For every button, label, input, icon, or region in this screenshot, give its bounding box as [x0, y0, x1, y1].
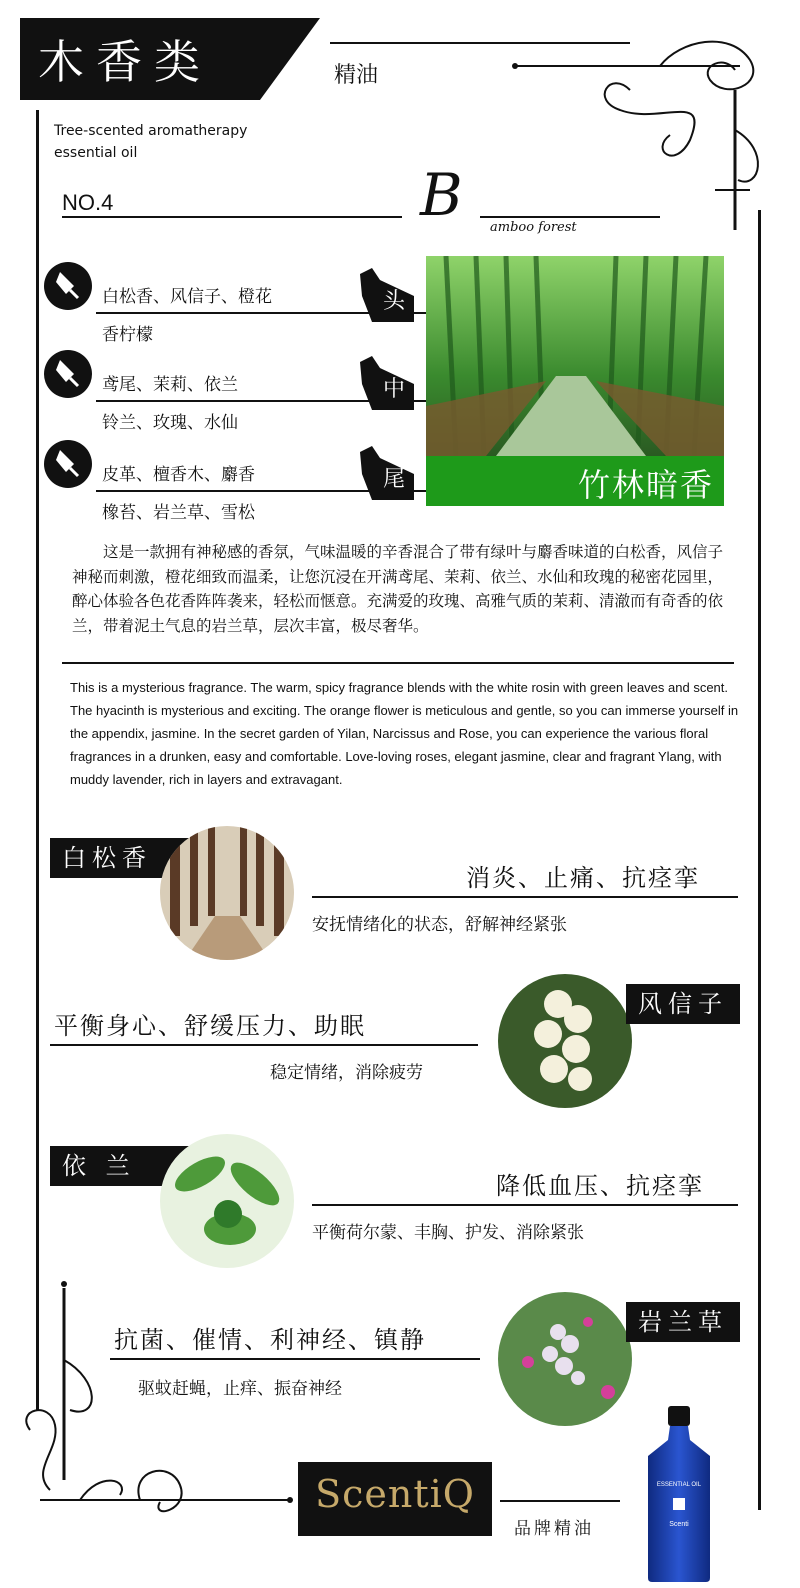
ingredient-tag: 白松香 — [50, 838, 190, 878]
brand-logo: ScentiQ — [315, 1472, 475, 1516]
description-english: This is a mysterious fragrance. The warm, spicy fragrance blends with the white rosin with green leaves and scent. The hyacinth is mysterious and exciting. The orange flower is meticulous and gentle, so you can immerse yourself in the appendix, jasmine. In the secret garden of Yilan, Narcissus and Rose, you can experience the various floral fragrances in a drunken, easy and comfortable. Love-loving roses, elegant jasmine, clear and fragrant Ylang, with muddy lavender, rich in layers and extravagant. — [70, 680, 739, 787]
ingredient-subbenefit: 驱蚊赶蝇，止痒、振奋神经 — [138, 1379, 342, 1399]
note-base-line1: 皮革、檀香木、麝香 — [102, 465, 255, 485]
ingredient-subbenefit: 平衡荷尔蒙、丰胸、护发、消除紧张 — [312, 1223, 584, 1243]
script-text: amboo forest — [490, 220, 577, 235]
vetiver-photo — [498, 1292, 632, 1426]
note-base-label: 尾 — [382, 467, 405, 492]
ingredient-divider — [312, 1204, 738, 1206]
ingredient-divider — [50, 1044, 478, 1046]
ingredient-benefit: 消炎、止痛、抗痉挛 — [466, 864, 700, 892]
bamboo-forest-photo — [426, 256, 724, 456]
description-divider — [62, 662, 734, 664]
number-divider — [62, 216, 402, 218]
frame-right-line — [758, 210, 761, 1510]
english-subtitle-line1: Tree-scented aromatherapy — [54, 123, 248, 139]
ingredient-tag: 岩兰草 — [626, 1302, 740, 1342]
brand-divider — [500, 1500, 620, 1502]
ingredient-subbenefit: 安抚情绪化的状态，舒解神经紧张 — [312, 915, 567, 935]
page-subtitle: 精油 — [334, 63, 379, 88]
brand-caption: 品牌精油 — [514, 1519, 594, 1539]
photo-banner-text: 竹林暗香 — [577, 466, 714, 504]
ingredient-benefit: 平衡身心、舒缓压力、助眠 — [54, 1012, 366, 1040]
note-top-label: 头 — [382, 289, 405, 314]
ingredient-tag: 依 兰 — [50, 1146, 190, 1186]
flourish-ornament-bottom-icon — [20, 1280, 300, 1520]
script-initial: B — [420, 161, 463, 229]
ingredient-benefit: 抗菌、催情、利神经、镇静 — [114, 1326, 426, 1354]
dropper-icon — [44, 350, 92, 398]
forest-photo — [160, 826, 294, 960]
dropper-icon — [44, 262, 92, 310]
bottle-brand-text: Scenti — [669, 1521, 689, 1528]
note-top-line2: 香柠檬 — [102, 325, 153, 345]
note-middle-line1: 鸢尾、茉莉、依兰 — [102, 375, 238, 395]
english-subtitle-line2: essential oil — [54, 145, 138, 161]
ingredient-divider — [312, 896, 738, 898]
ingredient-subbenefit: 稳定情绪，消除疲劳 — [270, 1063, 423, 1083]
flourish-ornament-top-icon — [510, 30, 780, 240]
note-top-line1: 白松香、风信子、橙花 — [102, 287, 272, 307]
dropper-icon — [44, 440, 92, 488]
ingredient-benefit: 降低血压、抗痉挛 — [496, 1172, 704, 1200]
frame-left-line — [36, 110, 39, 1410]
hyacinth-photo — [498, 974, 632, 1108]
description-chinese: 这是一款拥有神秘感的香氛，气味温暖的辛香混合了带有绿叶与麝香味道的白松香，风信子神秘而刺激，橙花细致而温柔，让您沉浸在开满鸢尾、茉莉、依兰、水仙和玫瑰的秘密花园里，醉心体验各色花香阵阵袭来，轻松而惬意。充满爱的玫瑰、高雅气质的茉莉、清澈而有奇香的依兰，带着泥土气息的岩兰草，层次丰富，极尽奢华。 — [72, 543, 724, 635]
note-base-line2: 橡苔、岩兰草、雪松 — [102, 503, 255, 523]
number-label: NO.4 — [62, 190, 114, 215]
page-title: 木香类 — [38, 35, 212, 89]
ingredient-tag: 风信子 — [626, 984, 740, 1024]
product-bottle-icon — [640, 1406, 718, 1582]
ylang-photo — [160, 1134, 294, 1268]
note-middle-label: 中 — [382, 377, 405, 402]
english-subtitle — [54, 120, 334, 164]
bottle-label-text: ESSENTIAL OIL — [656, 1482, 702, 1488]
note-middle-line2: 铃兰、玫瑰、水仙 — [102, 413, 238, 433]
